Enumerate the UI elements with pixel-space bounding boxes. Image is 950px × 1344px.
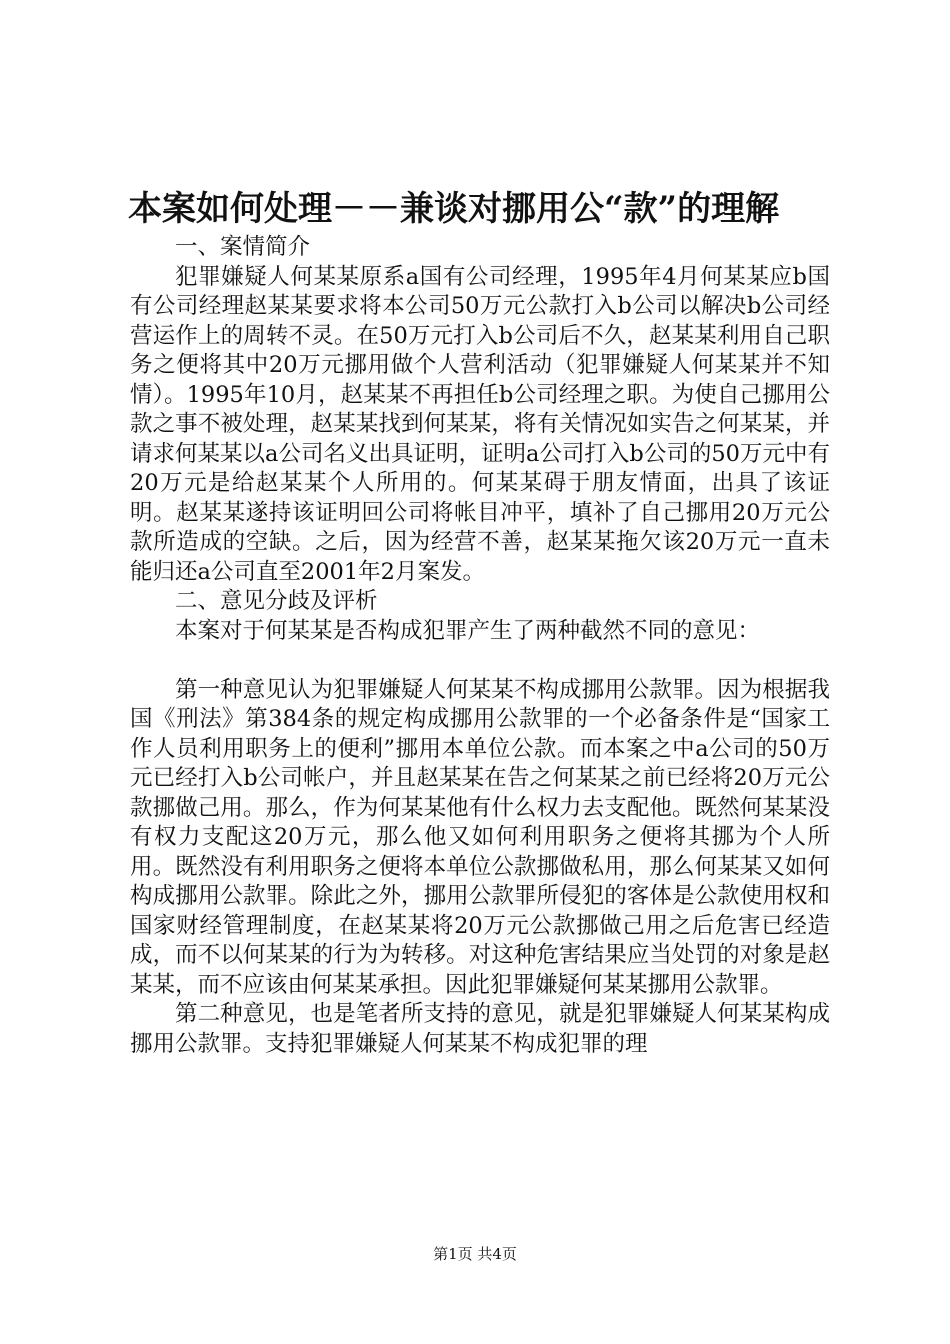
- document-title: 本案如何处理－－兼谈对挪用公“款”的理解: [128, 189, 780, 229]
- page-footer: 第1页 共4页: [433, 1245, 517, 1263]
- paragraph-first-opinion: 第一种意见认为犯罪嫌疑人何某某不构成挪用公款罪。因为根据我国《刑法》第384条的规定构成挪用公款罪的一个必备条件是“国家工作人员利用职务上的便利”挪用本单位公款。而本案之中a公司的50万元已经打入b公司帐户，并且赵某某在告之何某某之前已经将20万元公款挪做己用。那么，作为何某某他有什么权力去支配他。既然何某某没有权力支配这20万元，那么他又如何利用职务之便将其挪为个人所用。既然没有利用职务之便将本单位公款挪做私用，那么何某某又如何构成挪用公款罪。除此之外，挪用公款罪所侵犯的客体是公款使用权和国家财经管理制度，在赵某某将20万元公款挪做己用之后危害已经造成，而不以何某某的行为为转移。对这种危害结果应当处罚的对象是赵某某，而不应该由何某某承担。因此犯罪嫌疑何某某挪用公款罪。: [130, 676, 830, 998]
- paragraph-opinions-intro: 本案对于何某某是否构成犯罪产生了两种截然不同的意见：: [175, 617, 761, 644]
- blank-line: [130, 646, 830, 676]
- document-body: [130, 233, 830, 1059]
- paragraph-case-facts: 犯罪嫌疑人何某某原系a国有公司经理，1995年4月何某某应b国有公司经理赵某某要求将本公司50万元公款打入b公司以解决b公司经营运作上的周转不灵。在50万元打入b公司后不久，赵某某利用自己职务之便将其中20万元挪用做个人营利活动（犯罪嫌疑人何某某并不知情）。1995年10月，赵某某不再担任b公司经理之职。为使自己挪用公款之事不被处理，赵某某找到何某某，将有关情况如实告之何某某，并请求何某某以a公司名义出具证明，证明a公司打入b公司的50万元中有20万元是给赵某某个人所用的。何某某碍于朋友情面，出具了该证明。赵某某遂持该证明回公司将帐目冲平，填补了自己挪用20万元公款所造成的空缺。之后，因为经营不善，赵某某拖欠该20万元一直未能归还a公司直至2001年2月案发。: [130, 263, 830, 585]
- paragraph-second-opinion: 第二种意见，也是笔者所支持的意见，就是犯罪嫌疑人何某某构成挪用公款罪。支持犯罪嫌疑人何某某不构成犯罪的理: [130, 1001, 830, 1057]
- section-heading-case-summary: 一、案情简介: [175, 234, 311, 260]
- section-heading-opinions: 二、意见分歧及评析: [175, 588, 378, 614]
